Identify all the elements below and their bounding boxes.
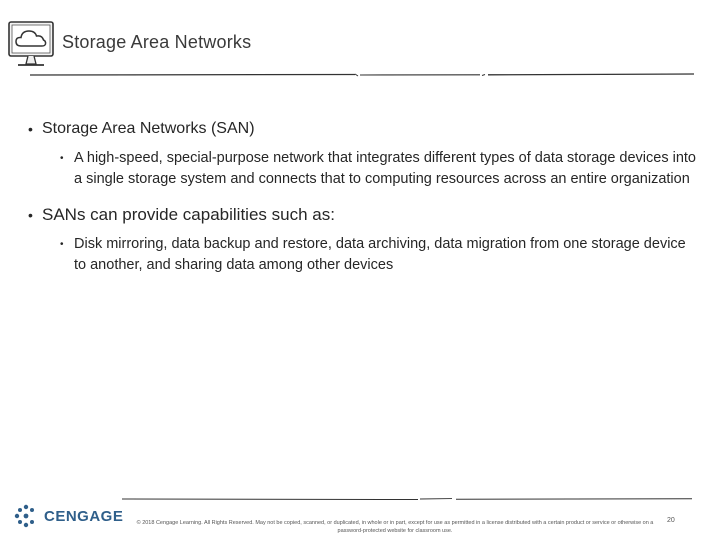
- bullet-text: SANs can provide capabilities such as:: [42, 205, 335, 224]
- page-title: Storage Area Networks: [62, 32, 252, 52]
- logo-text: CENGAGE: [44, 507, 124, 525]
- bullet-dot: •: [60, 153, 64, 164]
- slide-content: [28, 118, 700, 290]
- footer-divider: [122, 494, 692, 504]
- bullet-text: Storage Area Networks (SAN): [42, 120, 255, 137]
- cengage-logo: [14, 503, 123, 529]
- bullet-level-2: [60, 234, 700, 276]
- bullet-group-1: [28, 118, 700, 190]
- bullet-level-1: [28, 118, 700, 140]
- title-divider: [0, 68, 700, 82]
- cloud-monitor-icon: [6, 18, 58, 72]
- bullet-text: Disk mirroring, data backup and restore, data archiving, data migration from one storage device to another, and sharing data among other devices: [74, 236, 686, 273]
- copyright-notice: © 2018 Cengage Learning. All Rights Reserved. May not be copied, scanned, or duplicated, in whole or in part, except for use as permitted in a license distributed with a certain product or service or otherwise on a password-protected website for classroom use.: [136, 520, 654, 534]
- bullet-dot: •: [28, 207, 33, 223]
- bullet-dot: •: [60, 239, 64, 250]
- bullet-text: A high-speed, special-purpose network that integrates different types of data storage devices into a single storage system and connects that to computing resources across an entire organization: [74, 150, 696, 187]
- bullet-group-2: [28, 204, 700, 276]
- page-number: 20: [667, 517, 675, 524]
- bullet-level-2: [60, 148, 700, 190]
- cengage-logo-icon: [14, 504, 38, 528]
- bullet-dot: •: [28, 121, 33, 137]
- bullet-level-1: [28, 204, 700, 226]
